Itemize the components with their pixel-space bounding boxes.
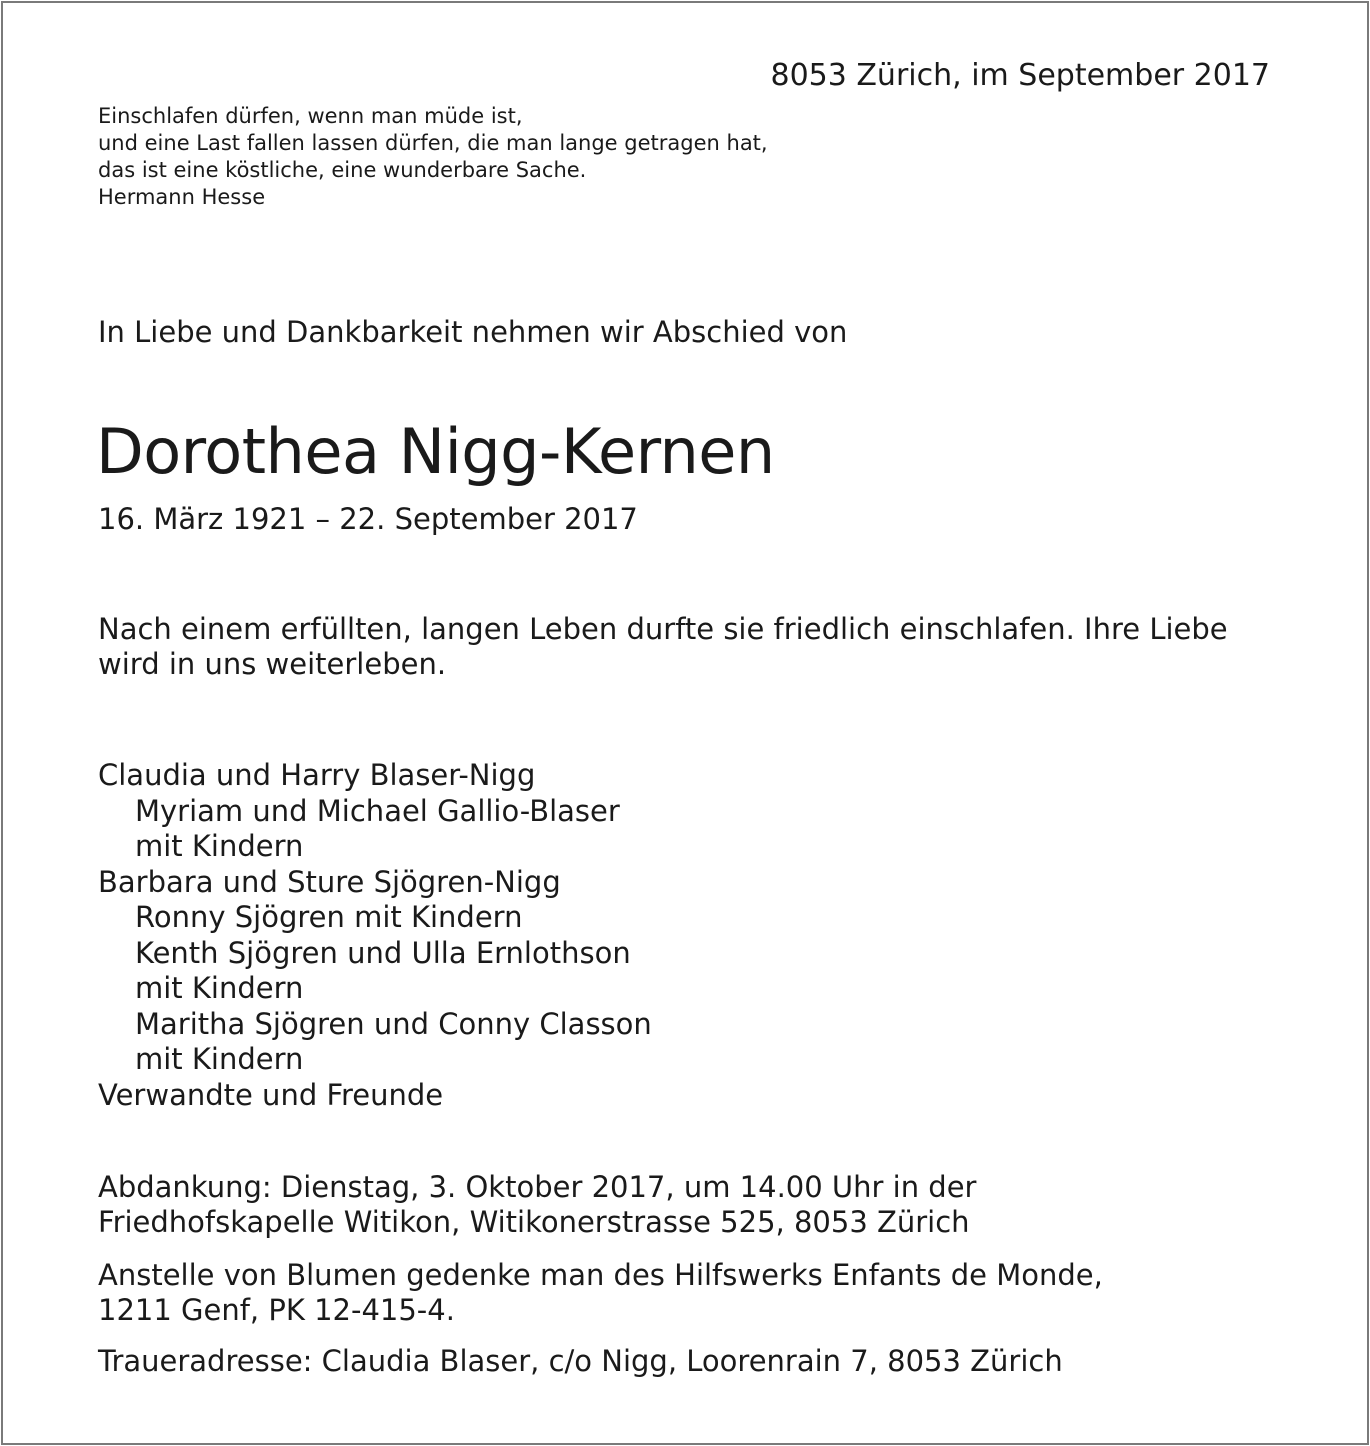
quote-author: Hermann Hesse (98, 185, 266, 209)
service-info (98, 1170, 976, 1240)
mourner-entry: Verwandte und Freunde (98, 1077, 444, 1112)
dateline: 8053 Zürich, im September 2017 (770, 58, 1270, 93)
mourner-entry: Myriam und Michael Gallio-Blaser (135, 793, 620, 828)
quote-line: und eine Last fallen lassen dürfen, die man lange getragen hat, (98, 131, 768, 155)
mourner-entry: Barbara und Sture Sjögren-Nigg (98, 864, 561, 899)
mourner-entry: Maritha Sjögren und Conny Classon (135, 1006, 652, 1041)
life-dates: 16. März 1921 – 22. September 2017 (98, 502, 638, 536)
mourners-list (98, 758, 652, 1113)
mourner-entry: Kenth Sjögren und Ulla Ernlothson (135, 935, 631, 970)
quote-line: Einschlafen dürfen, wenn man müde ist, (98, 104, 523, 128)
donation-info (98, 1258, 1103, 1328)
donation-line: Anstelle von Blumen gedenke man des Hilfswerks Enfants de Monde, (98, 1258, 1103, 1292)
mourner-entry: mit Kindern (135, 829, 304, 863)
mourning-address: Traueradresse: Claudia Blaser, c/o Nigg, Loorenrain 7, 8053 Zürich (98, 1344, 1063, 1378)
hesse-quote (98, 103, 768, 211)
mourner-entry: Ronny Sjögren mit Kindern (135, 900, 523, 934)
mourner-entry: mit Kindern (135, 971, 304, 1005)
donation-line: 1211 Genf, PK 12-415-4. (98, 1293, 455, 1327)
memorial-message: Nach einem erfüllten, langen Leben durfte sie friedlich einschlafen. Ihre Liebe wird in uns weiterleben. (98, 612, 1228, 681)
mourner-entry: mit Kindern (135, 1042, 304, 1076)
deceased-name: Dorothea Nigg-Kernen (96, 415, 775, 488)
mourner-entry: Claudia und Harry Blaser-Nigg (98, 758, 536, 792)
service-line: Abdankung: Dienstag, 3. Oktober 2017, um 14.00 Uhr in der (98, 1170, 977, 1204)
quote-line: das ist eine köstliche, eine wunderbare Sache. (98, 158, 587, 182)
intro-text: In Liebe und Dankbarkeit nehmen wir Abschied von (98, 315, 848, 349)
service-line: Friedhofskapelle Witikon, Witikonerstrasse 525, 8053 Zürich (98, 1205, 970, 1239)
